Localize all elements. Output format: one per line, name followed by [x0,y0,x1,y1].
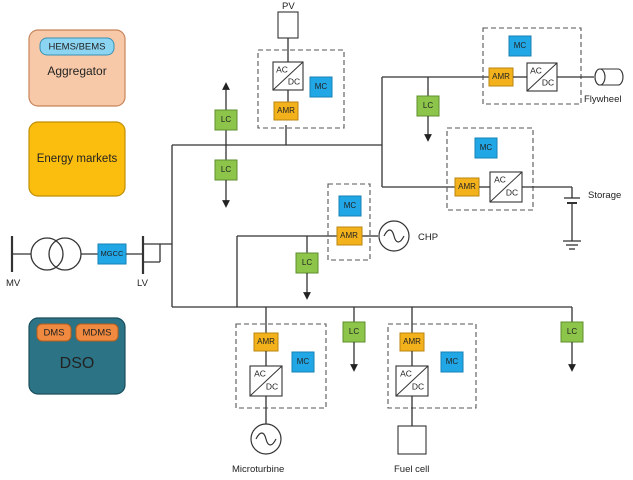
svg-text:DC: DC [505,187,519,198]
svg-text:LC: LC [220,165,232,175]
svg-text:MC: MC [445,357,459,367]
microturbine-converter [250,366,282,396]
flywheel-converter [527,63,557,91]
svg-text:AC: AC [530,65,542,76]
dms-label: DMS [43,327,65,339]
svg-text:AC: AC [254,368,266,379]
svg-text:LC: LC [220,115,232,125]
svg-text:DC: DC [265,381,279,392]
dso-panel[interactable] [29,318,125,394]
svg-text:AMR: AMR [340,231,358,241]
svg-text:MC: MC [296,357,310,367]
battery-icon [563,187,581,249]
fuel-cell-converter [396,366,428,396]
chp-label: CHP [418,232,439,243]
chp-generator-icon [379,221,409,251]
svg-text:MC: MC [343,201,357,211]
microturbine-generator-icon [251,424,281,454]
storage-label: Storage [588,190,622,201]
energy-markets-panel[interactable] [29,122,125,196]
svg-text:LC: LC [566,327,578,337]
svg-text:LC: LC [422,101,434,111]
svg-text:AC: AC [276,64,288,75]
lv-label: LV [137,278,148,289]
svg-text:DC: DC [411,381,425,392]
svg-text:AMR: AMR [257,337,275,347]
pv-panel-icon [278,12,298,38]
hems-bems-label: HEMS/BEMS [48,41,106,53]
pv-label: PV [282,1,295,12]
aggregator-label: Aggregator [47,64,107,79]
svg-text:AMR: AMR [492,72,510,82]
svg-text:AMR: AMR [277,106,295,116]
flywheel-icon [595,69,623,85]
svg-text:AMR: AMR [403,337,421,347]
dso-label: DSO [59,355,95,373]
mv-label: MV [6,278,21,289]
svg-text:MC: MC [314,82,328,92]
svg-text:MC: MC [479,143,493,153]
svg-text:MC: MC [513,41,527,51]
svg-text:DC: DC [287,76,301,87]
chp-unit-boundary [328,184,370,260]
fuel-cell-label: Fuel cell [394,464,430,475]
svg-text:AC: AC [400,368,412,379]
microturbine-label: Microturbine [232,464,285,475]
svg-text:DC: DC [541,77,555,88]
energy-markets-label: Energy markets [36,153,118,166]
mgcc-label: MGCC [100,248,124,258]
flywheel-label: Flywheel [584,94,622,105]
svg-text:AMR: AMR [458,182,476,192]
svg-text:LC: LC [301,258,313,268]
svg-text:LC: LC [348,327,360,337]
svg-text:AC: AC [494,174,506,185]
storage-converter [490,172,522,202]
pv-converter [273,62,303,90]
fuel-cell-icon [398,426,426,454]
aggregator-panel[interactable] [29,30,125,106]
mdms-label: MDMS [82,327,112,339]
transformer-icon [31,238,81,270]
